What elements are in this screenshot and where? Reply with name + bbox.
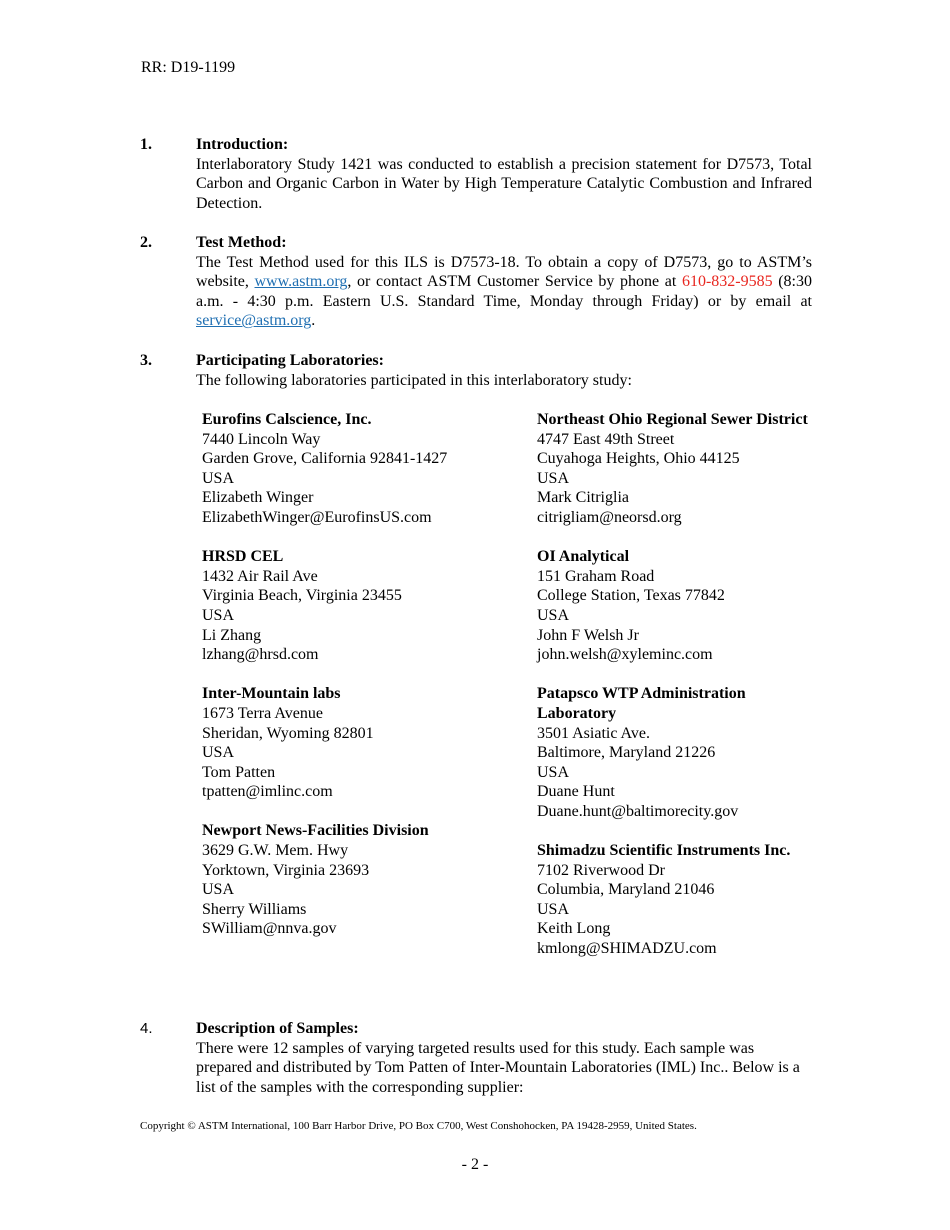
laboratory-name: OI Analytical [537,548,630,566]
laboratory-detail-line: SWilliam@nnva.gov [202,920,337,938]
laboratory-entry [537,410,817,528]
text-part: . [311,312,316,330]
section-title: Participating Laboratories: [196,352,384,369]
laboratory-entry [202,410,532,528]
page-number: - 2 - [461,1156,489,1173]
laboratory-name: Newport News-Facilities Division [202,822,429,840]
laboratory-detail-line: 3629 G.W. Mem. Hwy [202,842,349,860]
laboratory-detail-line: 1673 Terra Avenue [202,704,323,722]
laboratories-right-column [537,410,817,978]
laboratory-detail-line: Sheridan, Wyoming 82801 [202,724,374,742]
laboratory-name: Eurofins Calscience, Inc. [202,411,372,428]
laboratory-detail-line: Yorktown, Virginia 23693 [202,861,370,879]
laboratory-detail-line: ElizabethWinger@EurofinsUS.com [202,508,432,526]
phone-number: 610-832-9585 [681,273,773,291]
laboratory-detail-line: Baltimore, Maryland 21226 [537,744,716,762]
laboratory-detail-line: USA [202,606,235,624]
laboratory-detail-line: 4747 East 49th Street [537,430,675,448]
laboratory-entry [202,547,532,665]
section-number: 3. [140,352,152,369]
section-title: Introduction: [196,136,289,153]
service-email-link[interactable]: service@astm.org [196,312,312,330]
laboratory-name: HRSD CEL [202,548,284,566]
section-number: 4. [140,1020,153,1037]
section-number: 1. [140,136,152,153]
laboratory-entry [537,684,817,821]
laboratory-detail-line: Sherry Williams [202,900,307,918]
laboratory-detail-line: Duane.hunt@baltimorecity.gov [537,802,739,820]
laboratory-detail-line: 3501 Asiatic Ave. [537,724,651,742]
laboratory-detail-line: Columbia, Maryland 21046 [537,881,715,899]
laboratory-detail-line: Keith Long [537,920,611,938]
copyright-footer: Copyright © ASTM International, 100 Barr Harbor Drive, PO Box C700, West Conshohocken, PA 19428-2959, United States. [140,1120,697,1132]
laboratory-detail-line: College Station, Texas 77842 [537,587,725,605]
section-introduction [140,135,812,213]
laboratory-detail-line: Elizabeth Winger [202,489,314,507]
section-text: The following laboratories participated in this interlaboratory study: [196,371,632,389]
laboratories-left-column [202,410,532,959]
text-part: (8:30 a.m. - 4:30 p.m. Eastern U.S. Standard Time, Monday through Friday) or by email at [196,273,813,310]
section-description-of-samples [140,1019,812,1097]
laboratory-detail-line: USA [202,881,235,899]
section-text: Interlaboratory Study 1421 was conducted to establish a precision statement for D7573, Total Carbon and Organic Carbon in Water by High Temperature Catalytic Combustion and Infrared Detection. [196,155,812,212]
laboratory-detail-line: Mark Citriglia [537,489,629,507]
astm-website-link[interactable]: www.astm.org [254,273,348,291]
laboratory-detail-line: 151 Graham Road [537,567,655,585]
laboratory-detail-line: Tom Patten [202,763,276,781]
document-reference: RR: D19-1199 [141,59,236,76]
text-part: , or contact ASTM Customer Service by phone at [347,273,682,291]
laboratory-detail-line: lzhang@hrsd.com [202,646,319,664]
laboratory-detail-line: Cuyahoga Heights, Ohio 44125 [537,450,740,468]
laboratory-name: Shimadzu Scientific Instruments Inc. [537,842,791,860]
laboratory-detail-line: 7102 Riverwood Dr [537,861,665,879]
laboratory-detail-line: Virginia Beach, Virginia 23455 [202,587,402,605]
section-title: Description of Samples: [196,1020,359,1037]
section-participating-laboratories [140,351,812,390]
laboratory-detail-line: 1432 Air Rail Ave [202,567,318,585]
laboratory-detail-line: USA [537,763,570,781]
laboratory-detail-line: John F Welsh Jr [537,626,639,644]
section-title: Test Method: [196,234,287,251]
laboratory-entry [537,547,817,665]
laboratory-detail-line: USA [537,606,570,624]
text-part: The Test Method used for this ILS is D7573-18. To obtain a copy of D7573, go to ASTM’s website, [196,253,812,291]
laboratory-entry [202,821,532,939]
laboratory-detail-line: kmlong@SHIMADZU.com [537,940,717,958]
laboratory-entry [202,684,532,802]
laboratory-detail-line: tpatten@imlinc.com [202,783,333,801]
laboratory-detail-line: citrigliam@neorsd.org [537,508,682,526]
laboratory-detail-line: 7440 Lincoln Way [202,430,321,448]
laboratory-detail-line: USA [202,469,235,487]
laboratory-detail-line: USA [202,744,235,762]
laboratory-name: Inter-Mountain labs [202,685,341,703]
laboratory-detail-line: Garden Grove, California 92841-1427 [202,450,448,468]
section-number: 2. [140,234,152,251]
section-text: There were 12 samples of varying targeted results used for this study. Each sample was prepared and distributed by Tom Patten of Inter-Mountain Laboratories (IML) Inc.. Below is a list of the samples with the corresponding supplier: [196,1039,800,1096]
section-test-method [140,233,812,331]
laboratory-entry [537,841,817,959]
laboratory-detail-line: john.welsh@xyleminc.com [537,646,713,664]
laboratory-name: Northeast Ohio Regional Sewer District [537,411,808,428]
laboratory-detail-line: Duane Hunt [537,783,615,801]
laboratory-detail-line: USA [537,900,570,918]
laboratory-detail-line: USA [537,469,570,487]
laboratory-name: Patapsco WTP Administration Laboratory [537,685,746,722]
laboratory-detail-line: Li Zhang [202,626,262,644]
section-text [196,253,812,331]
